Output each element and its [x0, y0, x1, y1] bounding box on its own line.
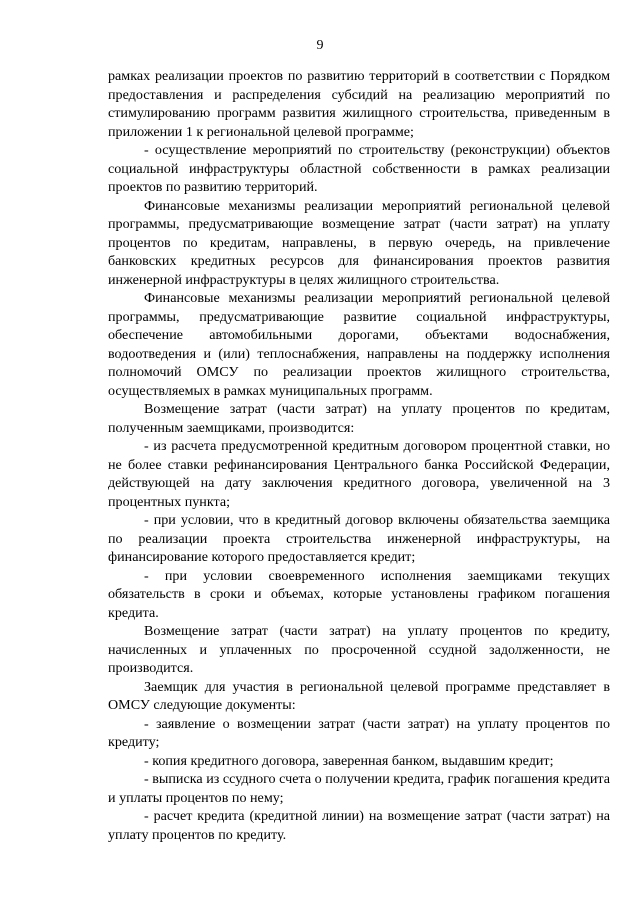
page-number: 9	[316, 38, 324, 53]
list-item-loan-calculation: - расчет кредита (кредитной линии) на возмещение затрат (части затрат) на уплату процентов по кредиту.	[108, 808, 610, 843]
paragraph-required-documents: Заемщик для участия в региональной целевой программе представляет в ОМСУ следующие документы:	[108, 678, 610, 713]
paragraph-overdue-exclusion: Возмещение затрат (части затрат) на уплату процентов по кредиту, начисленных и уплаченных по просроченной ссудной задолженности, не производится.	[108, 623, 610, 676]
list-item-interest-rate: - из расчета предусмотренной кредитным договором процентной ставки, но не более ставки рефинансирования Центрального банка Российской Федерации, действующей на дату заключения кредитного договора, увеличенной на 3 процентных пункта;	[108, 438, 610, 510]
list-item-loan-agreement-copy: - копия кредитного договора, заверенная банком, выдавшим кредит;	[144, 752, 554, 769]
list-item-social-infrastructure: - осуществление мероприятий по строительству (реконструкции) объектов социальной инфраструктуры областной собственности в рамках реализации проектов по развитию территорий.	[108, 142, 610, 195]
paragraph-financial-mechanisms-social: Финансовые механизмы реализации мероприятий региональной целевой программы, предусматривающие развитие социальной инфраструктуры, обеспечение автомобильными дорогами, объектами водоснабжения, водоотведения и (или) теплоснабжения, направлены на поддержку исполнения полномочий ОМСУ по реализации проектов жилищного строительства, осуществляемых в рамках муниципальных программ.	[108, 290, 610, 399]
document-body	[108, 67, 610, 844]
list-item-borrower-obligations: - при условии, что в кредитный договор включены обязательства заемщика по реализации проекта строительства инженерной инфраструктуры, на финансирование которого предоставляется кредит;	[108, 512, 610, 565]
paragraph-financial-mechanisms-credit: Финансовые механизмы реализации мероприятий региональной целевой программы, предусматривающие возмещение затрат (части затрат) на уплату процентов по кредитам, направлены, в первую очередь, на привлечение банковских кредитных ресурсов для финансирования проектов развития инженерной инфраструктуры в целях жилищного строительства.	[108, 197, 610, 288]
list-item-application: - заявление о возмещении затрат (части затрат) на уплату процентов по кредиту;	[108, 715, 610, 750]
paragraph-reimbursement-conditions: Возмещение затрат (части затрат) на уплату процентов по кредитам, полученным заемщиками, производится:	[108, 401, 610, 436]
list-item-account-statement: - выписка из ссудного счета о получении кредита, график погашения кредита и уплаты процентов по нему;	[108, 771, 610, 806]
paragraph-continuation: рамках реализации проектов по развитию территорий в соответствии с Порядком предоставления и распределения субсидий на реализацию мероприятий по стимулированию программ развития жилищного строительства, приведенным в приложении 1 к региональной целевой программе;	[108, 68, 610, 140]
list-item-timely-execution: - при условии своевременного исполнения заемщиками текущих обязательств в сроки и объемах, которые установлены графиком погашения кредита.	[108, 567, 610, 621]
